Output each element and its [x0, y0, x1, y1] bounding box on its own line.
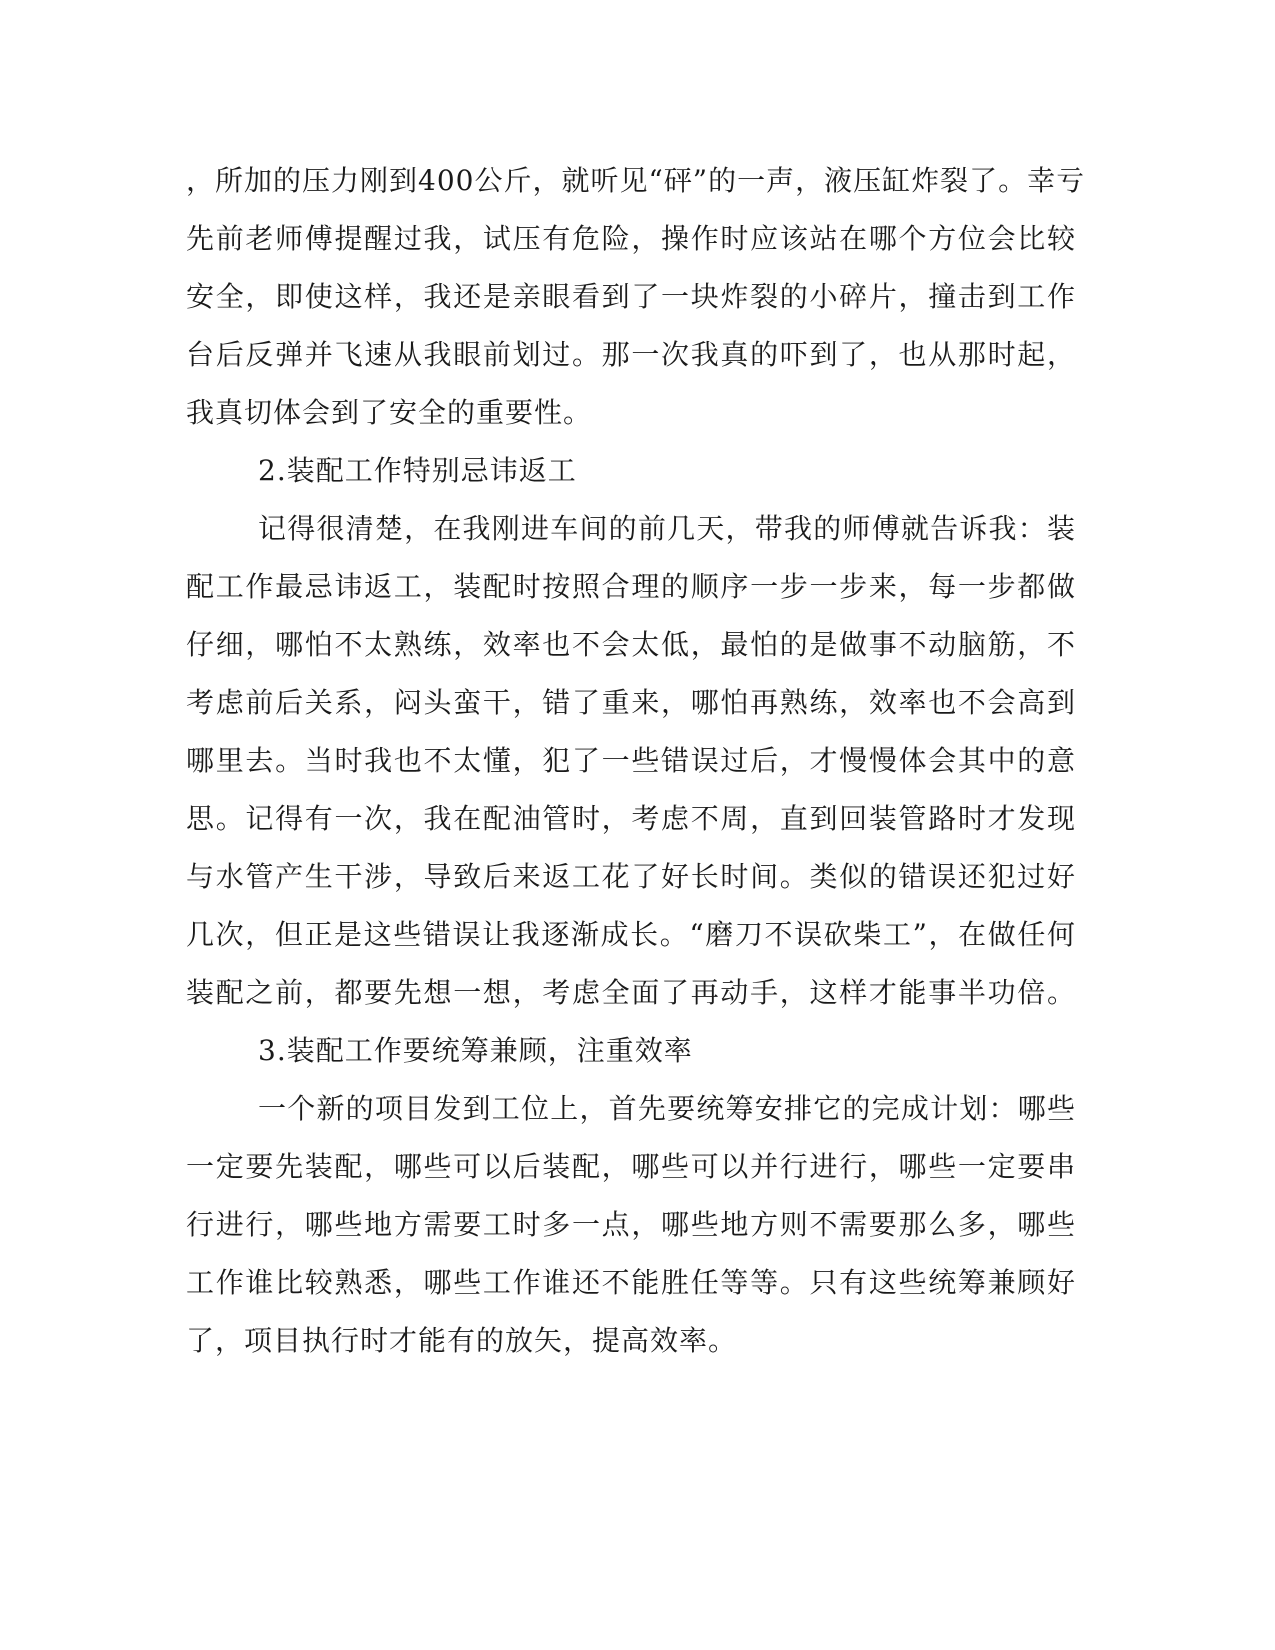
- text-line: 我真切体会到了安全的重要性。: [186, 396, 593, 429]
- section-heading: 2.装配工作特别忌讳返工: [258, 454, 577, 487]
- text-line: 考虑前后关系，闷头蛮干，错了重来，哪怕再熟练，效率也不会高到: [186, 686, 1076, 719]
- text-line: 一个新的项目发到工位上，首先要统筹安排它的完成计划：哪些: [258, 1092, 1076, 1125]
- text-line: 装配之前，都要先想一想，考虑全面了再动手，这样才能事半功倍。: [186, 976, 1076, 1009]
- text-line: 一定要先装配，哪些可以后装配，哪些可以并行进行，哪些一定要串: [186, 1150, 1076, 1183]
- text-line: 台后反弹并飞速从我眼前划过。那一次我真的吓到了，也从那时起，: [186, 338, 1076, 371]
- text-line: ，所加的压力刚到400公斤，就听见“砰”的一声，液压缸炸裂了。幸亏: [186, 164, 1086, 197]
- text-line: 安全，即使这样，我还是亲眼看到了一块炸裂的小碎片，撞击到工作: [186, 280, 1076, 313]
- text-line: 行进行，哪些地方需要工时多一点，哪些地方则不需要那么多，哪些: [186, 1208, 1076, 1241]
- text-line: 仔细，哪怕不太熟练，效率也不会太低，最怕的是做事不动脑筋，不: [186, 628, 1076, 661]
- text-line: 配工作最忌讳返工，装配时按照合理的顺序一步一步来，每一步都做: [186, 570, 1076, 603]
- text-line: 记得很清楚，在我刚进车间的前几天，带我的师傅就告诉我：装: [258, 512, 1076, 545]
- text-line: 先前老师傅提醒过我，试压有危险，操作时应该站在哪个方位会比较: [186, 222, 1076, 255]
- text-line: 几次，但正是这些错误让我逐渐成长。“磨刀不误砍柴工”，在做任何: [186, 918, 1076, 951]
- text-line: 与水管产生干涉，导致后来返工花了好长时间。类似的错误还犯过好: [186, 860, 1076, 893]
- text-line: 哪里去。当时我也不太懂，犯了一些错误过后，才慢慢体会其中的意: [186, 744, 1076, 777]
- section-heading: 3.装配工作要统筹兼顾，注重效率: [258, 1034, 693, 1067]
- text-line: 思。记得有一次，我在配油管时，考虑不周，直到回装管路时才发现: [186, 802, 1076, 835]
- text-line: 工作谁比较熟悉，哪些工作谁还不能胜任等等。只有这些统筹兼顾好: [186, 1266, 1076, 1299]
- text-line: 了，项目执行时才能有的放矢，提高效率。: [186, 1324, 738, 1357]
